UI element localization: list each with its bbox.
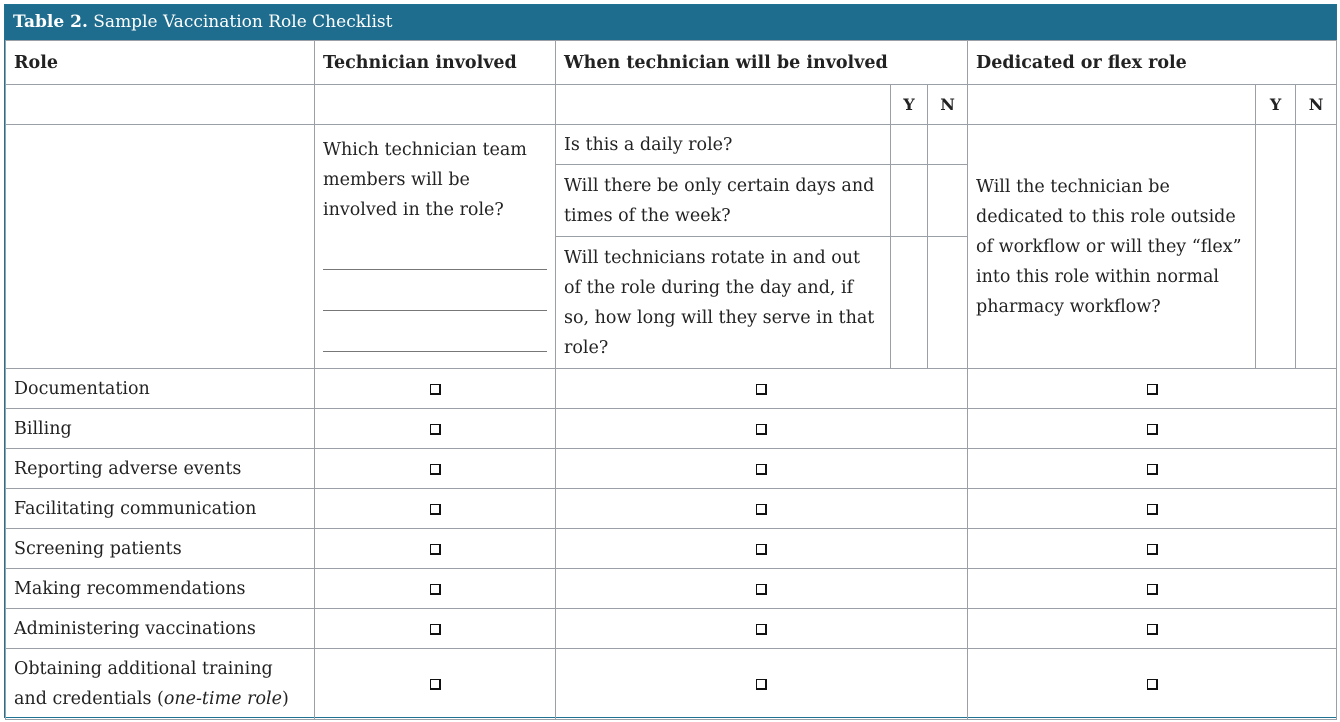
technician-checkbox[interactable] xyxy=(430,504,441,515)
write-in-line xyxy=(323,311,547,352)
technician-checkbox[interactable] xyxy=(430,424,441,435)
when-checkbox[interactable] xyxy=(756,504,767,515)
empty-cell xyxy=(968,85,1256,125)
when-checkbox[interactable] xyxy=(756,584,767,595)
table-row xyxy=(6,489,1337,529)
table-row xyxy=(6,609,1337,649)
role-checklist-table xyxy=(5,40,1337,720)
when-q1-no xyxy=(928,125,968,165)
table-container xyxy=(4,4,1337,718)
technician-checkbox[interactable] xyxy=(430,584,441,595)
header-row xyxy=(6,41,1337,85)
when-q1-yes xyxy=(891,125,928,165)
technician-checkbox[interactable] xyxy=(430,464,441,475)
role-label: Reporting adverse events xyxy=(6,449,315,489)
when-no-header: N xyxy=(928,85,968,125)
when-question-days: Will there be only certain days and times of the week? xyxy=(556,165,891,237)
technician-question: Which technician team members will be involved in the role? xyxy=(323,140,527,220)
dedicated-no-header: N xyxy=(1296,85,1337,125)
table-row xyxy=(6,529,1337,569)
technician-prompt-cell xyxy=(315,125,556,369)
role-label: Documentation xyxy=(6,369,315,409)
empty-cell xyxy=(315,85,556,125)
when-checkbox[interactable] xyxy=(756,384,767,395)
dedicated-yes-header: Y xyxy=(1256,85,1296,125)
dedicated-checkbox[interactable] xyxy=(1147,544,1158,555)
when-checkbox[interactable] xyxy=(756,424,767,435)
table-row xyxy=(6,449,1337,489)
dedicated-checkbox[interactable] xyxy=(1147,504,1158,515)
dedicated-question: Will the technician be dedicated to this role outside of workflow or will they “flex” into this role within normal pharmacy workflow? xyxy=(968,125,1256,369)
when-q3-no xyxy=(928,237,968,369)
role-label-text: Obtaining additional training and credentials xyxy=(14,659,273,709)
technician-checkbox[interactable] xyxy=(430,384,441,395)
dedicated-yes-cell xyxy=(1256,125,1296,369)
header-role: Role xyxy=(6,41,315,85)
role-label: Making recommendations xyxy=(6,569,315,609)
header-dedicated: Dedicated or flex role xyxy=(968,41,1337,85)
dedicated-checkbox[interactable] xyxy=(1147,584,1158,595)
role-label: Facilitating communication xyxy=(6,489,315,529)
when-q3-yes xyxy=(891,237,928,369)
when-checkbox[interactable] xyxy=(756,679,767,690)
dedicated-no-cell xyxy=(1296,125,1337,369)
table-title-label: Table 2. xyxy=(13,12,88,32)
role-label: Screening patients xyxy=(6,529,315,569)
write-in-line xyxy=(323,229,547,270)
when-yes-header: Y xyxy=(891,85,928,125)
technician-checkbox[interactable] xyxy=(430,679,441,690)
yn-header-row xyxy=(6,85,1337,125)
table-row xyxy=(6,409,1337,449)
when-checkbox[interactable] xyxy=(756,544,767,555)
empty-cell xyxy=(6,125,315,369)
dedicated-checkbox[interactable] xyxy=(1147,679,1158,690)
write-in-line xyxy=(323,270,547,311)
when-q2-yes xyxy=(891,165,928,237)
when-checkbox[interactable] xyxy=(756,464,767,475)
dedicated-checkbox[interactable] xyxy=(1147,464,1158,475)
when-question-rotate: Will technicians rotate in and out of the role during the day and, if so, how long will they serve in that role? xyxy=(556,237,891,369)
when-question-daily: Is this a daily role? xyxy=(556,125,891,165)
dedicated-checkbox[interactable] xyxy=(1147,624,1158,635)
role-label-note: one-time role xyxy=(163,689,282,709)
role-label-training: Obtaining additional training and credentials (one-time role) xyxy=(6,649,315,720)
header-technician: Technician involved xyxy=(315,41,556,85)
role-label: Administering vaccinations xyxy=(6,609,315,649)
when-checkbox[interactable] xyxy=(756,624,767,635)
table-row xyxy=(6,569,1337,609)
when-q2-no xyxy=(928,165,968,237)
empty-cell xyxy=(6,85,315,125)
table-row xyxy=(6,649,1337,720)
header-when: When technician will be involved xyxy=(556,41,968,85)
role-label: Billing xyxy=(6,409,315,449)
technician-checkbox[interactable] xyxy=(430,624,441,635)
prompt-row-1 xyxy=(6,125,1337,165)
dedicated-checkbox[interactable] xyxy=(1147,424,1158,435)
dedicated-checkbox[interactable] xyxy=(1147,384,1158,395)
technician-checkbox[interactable] xyxy=(430,544,441,555)
table-title-text: Sample Vaccination Role Checklist xyxy=(93,12,393,32)
table-title xyxy=(5,5,1336,40)
empty-cell xyxy=(556,85,891,125)
table-row xyxy=(6,369,1337,409)
